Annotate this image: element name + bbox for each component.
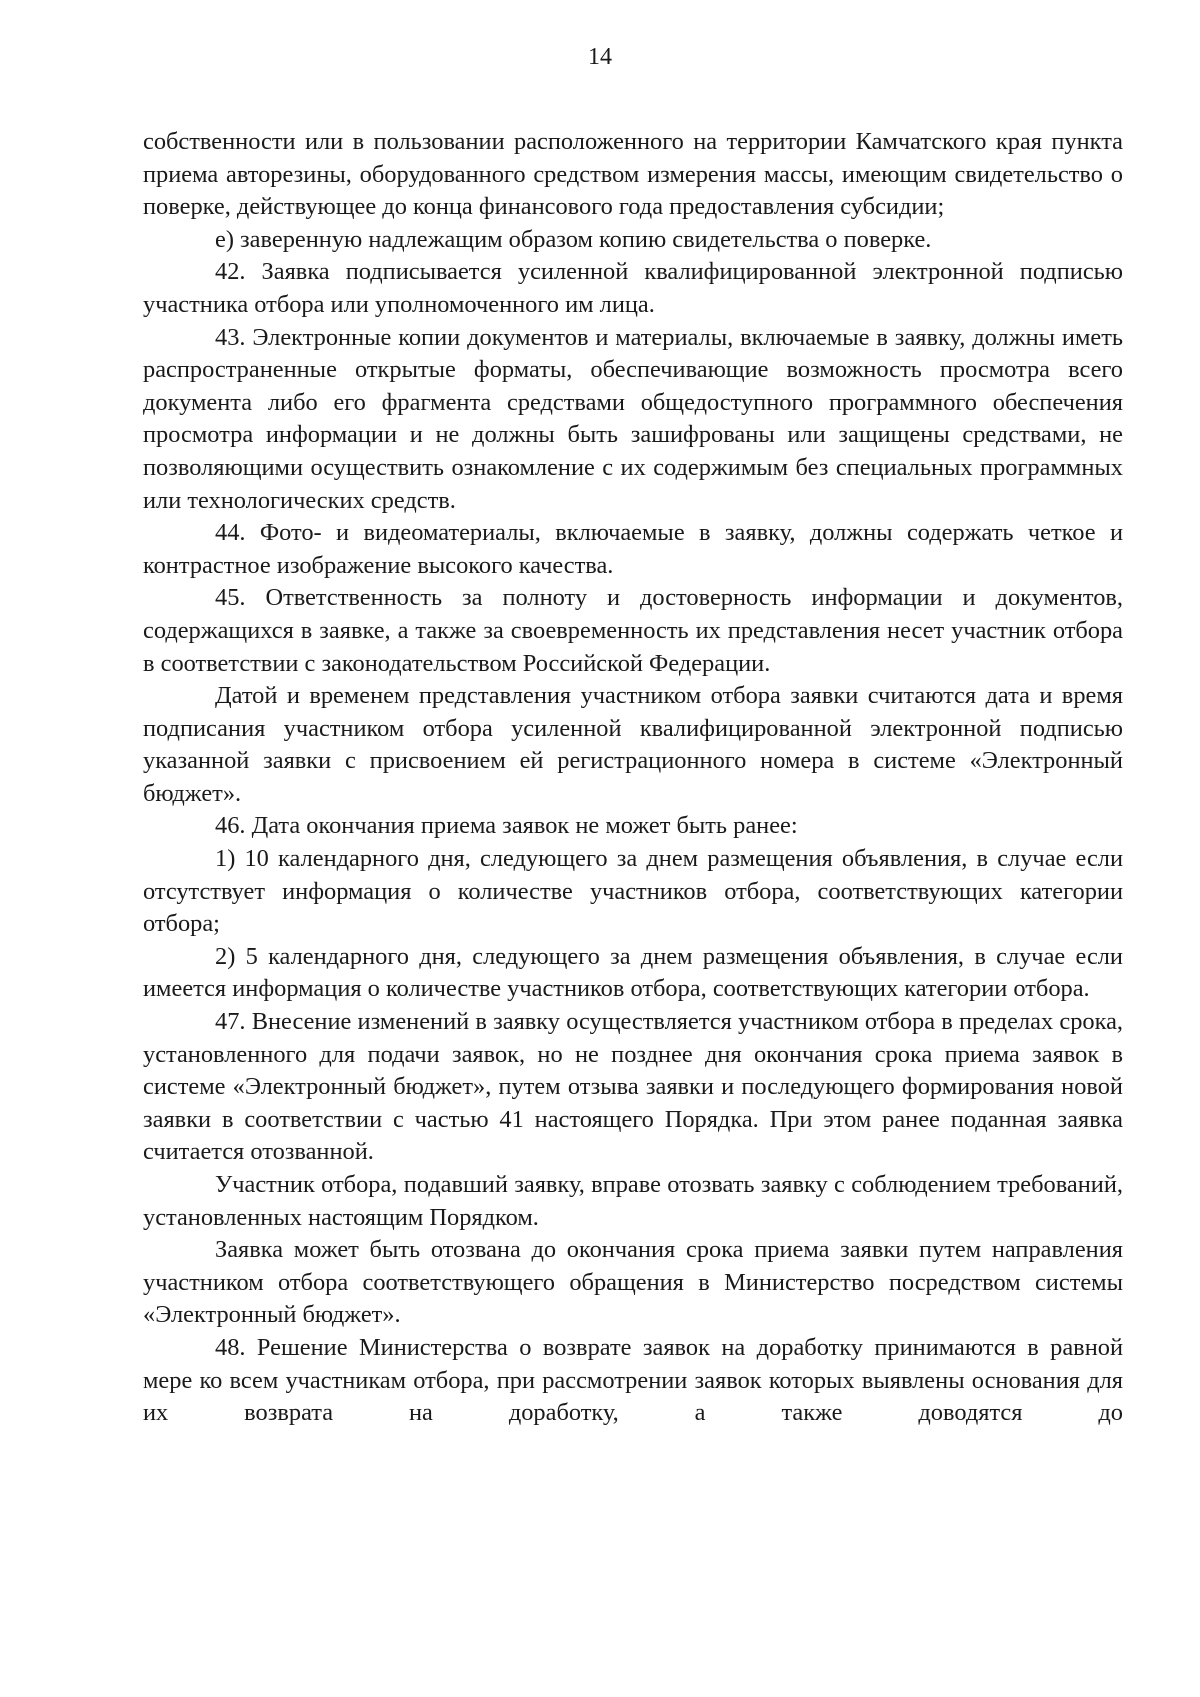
paragraph-p-46-2: 2) 5 календарного дня, следующего за днем размещения объявления, в случае если имеется информация о количестве участников отбора, соответствующих категории отбора. (143, 942, 1123, 1003)
paragraph-p-48: 48. Решение Министерства о возврате заявок на доработку принимаются в равной мере ко всем участникам отбора, при рассмотрении заявок которых выявлены основания для их возврата на доработку, а также доводятся до (143, 1333, 1123, 1427)
paragraph-p-47: 47. Внесение изменений в заявку осуществляется участником отбора в пределах срока, установленного для подачи заявок, но не позднее дня окончания срока приема заявок в системе «Электронный бюджет», путем отзыва заявки и последующего формирования новой заявки в соответствии с частью 41 настоящего Порядка. При этом ранее поданная заявка считается отозванной. (143, 1008, 1123, 1166)
paragraph-p-e: е) заверенную надлежащим образом копию свидетельства о поверке. (215, 225, 932, 253)
paragraph-p-42: 42. Заявка подписывается усиленной квалифицированной электронной подписью участника отбора или уполномоченного им лица. (143, 258, 1123, 318)
document-body (143, 126, 1123, 1430)
paragraph-p-45b: Датой и временем представления участником отбора заявки считаются дата и время подписания участником отбора усиленной квалифицированной электронной подписью указанной заявки с присвоением ей регистрационного номера в системе «Электронный бюджет». (143, 682, 1123, 807)
paragraph-p-44: 44. Фото- и видеоматериалы, включаемые в заявку, должны содержать четкое и контрастное изображение высокого качества. (143, 519, 1123, 579)
paragraph-p-45: 45. Ответственность за полноту и достоверность информации и документов, содержащихся в заявке, а также за своевременность их представления несет участник отбора в соответствии с законодательством Российской Федерации. (143, 584, 1123, 677)
page-number: 14 (588, 44, 612, 70)
paragraph-p-43: 43. Электронные копии документов и материалы, включаемые в заявку, должны иметь распространенные открытые форматы, обеспечивающие возможность просмотра всего документа либо его фрагмента средствами общедоступного программного обеспечения просмотра информации и не должны быть зашифрованы или защищены средствами, не позволяющими осуществить ознакомление с их содержимым без специальных программных или технологических средств. (143, 323, 1123, 514)
paragraph-p-46: 46. Дата окончания приема заявок не может быть ранее: (215, 812, 798, 840)
paragraph-p-47b: Участник отбора, подавший заявку, вправе отозвать заявку с соблюдением требований, установленных настоящим Порядком. (143, 1171, 1123, 1231)
paragraph-p-cont: собственности или в пользовании расположенного на территории Камчатского края пункта приема авторезины, оборудованного средством измерения массы, имеющим свидетельство о поверке, действующее до конца финансового года предоставления субсидии; (143, 128, 1123, 221)
paragraph-p-47c: Заявка может быть отозвана до окончания срока приема заявки путем направления участником отбора соответствующего обращения в Министерство посредством системы «Электронный бюджет». (143, 1236, 1123, 1329)
paragraph-p-46-1: 1) 10 календарного дня, следующего за днем размещения объявления, в случае если отсутствует информация о количестве участников отбора, соответствующих категории отбора; (143, 845, 1123, 938)
